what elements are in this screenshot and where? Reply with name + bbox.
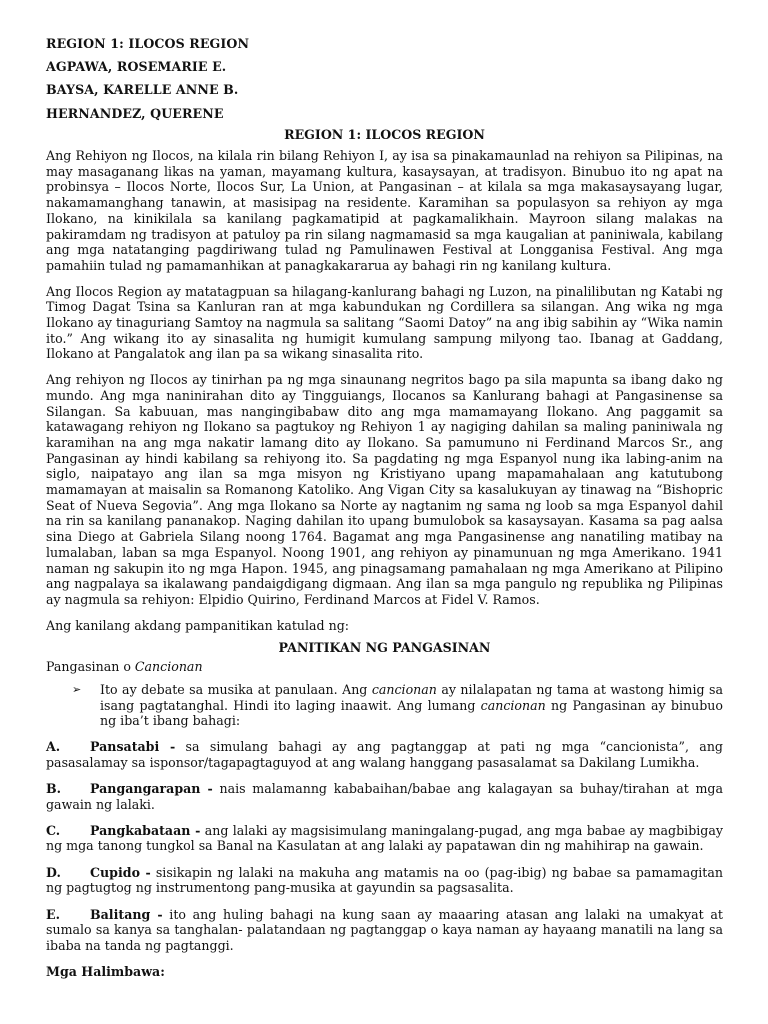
bullet-text-part: ay nilalapatan ng tama at wastong himig sa isang pagtatanghal. Hindi ito laging inaawit. Ang lumang [100,681,723,713]
literature-intro: Ang kanilang akdang pampanitikan katulad ng: [46,617,350,633]
part-text: nais malamanng kababaihan/babae ang kalagayan sa buhay/tirahan at mga gawain ng lalaki. [46,780,723,812]
arrow-bullet-icon: ➢ [72,682,82,696]
document-title: REGION 1: ILOCOS REGION [284,127,485,143]
part-a [46,739,723,770]
part-letter: C. [46,822,61,838]
part-d [46,865,723,896]
author-name: AGPAWA, ROSEMARIE E. [46,59,227,75]
header-region: REGION 1: ILOCOS REGION [46,36,250,51]
part-term: Balitang - [90,906,163,922]
part-text: ito ang huling bahagi na kung saan ay maaaring atasan ang lalaki na umakyat at sumalo sa kanya sa tanghalan- palatandaan ng pagtanggap o kaya naman ay hayaang manatili na lang sa ibaba na tanda ng pagtanggi. [46,906,723,953]
part-term: Pangkabataan - [90,822,201,838]
part-term: Pansatabi - [90,738,176,754]
part-letter: E. [46,906,60,922]
document-page [46,36,723,980]
bullet-text-part: ng Pangasinan ay binubuo ng iba’t ibang bahagi: [100,697,723,729]
bullet-italic: cancionan [480,697,546,713]
bullet-text [100,682,723,729]
bullet-italic: cancionan [371,681,437,697]
location-paragraph: Ang Ilocos Region ay matatagpuan sa hilagang-kanlurang bahagi ng Luzon, na pinalilibutan ng Katabi ng Timog Dagat Tsina sa Kanluran ran at mga kabundukan ng Cordillera sa silangan. Ang wika ng mga Ilokano ay tinaguriang Samtoy na nagmula sa salitang “Saomi Datoy” na ang ibig sabihin ay “Wika namin ito.” Ang wikang ito ay sinasalita ng humigit kumulang sampung milyong tao. Ibanag at Gaddang, Ilokano at Pangalatok ang ilan pa sa wikang sinasalita rito. [46,283,723,362]
subhead [46,659,723,675]
subhead-italic: Cancionan [134,659,203,675]
section-title: PANITIKAN NG PANGASINAN [278,640,491,656]
author-name: HERNANDEZ, QUERENE [46,105,224,121]
part-letter: B. [46,780,62,796]
bullet-item [46,682,723,729]
subhead-prefix: Pangasinan o [46,659,135,675]
part-text: sa simulang bahagi ay ang pagtanggap at pati ng mga “cancionista”, ang pasasalamay sa isponsor/tagapagtaguyod at ang walang hanggang pasasalamat sa Dakilang Lumikha. [46,738,723,770]
part-text: sisikapin ng lalaki na makuha ang matamis na oo (pag-ibig) ng babae sa pamamagitan ng pagtugtog ng instrumentong pang-musika at gayundin sa pagsasalita. [46,864,723,896]
bullet-text-part: Ito ay debate sa musika at panulaan. Ang [100,681,372,697]
part-letter: A. [46,738,61,754]
part-term: Cupido - [90,864,151,880]
intro-paragraph: Ang Rehiyon ng Ilocos, na kilala rin bilang Rehiyon I, ay isa sa pinakamaunlad na rehiyon sa Pilipinas, na may masaganang likas na yaman, mayamang kultura, kasaysayan, at tradisyon. Binubuo ito ng apat na probinsya – Ilocos Norte, Ilocos Sur, La Union, at Pangasinan – at kilala sa mga makasaysayang lugar, nakamamanghang tanawin, at masisipag na residente. Karamihan sa populasyon sa rehiyon ay mga Ilokano, na kinikilala sa kanilang pagkamatipid at pagkamalikhain. Mayroon silang malakas na pakiramdam ng tradisyon at patuloy pa rin silang nagmamasid sa mga kaugalian at paniniwala, kabilang ang mga natatanging pagdiriwang tulad ng Pamulinawen Festival at Longganisa Festival. Ang mga pamahiin tulad ng pamamanhikan at panagkakararua ay bahagi rin ng kanilang kultura. [46,148,723,273]
history-paragraph: Ang rehiyon ng Ilocos ay tinirhan pa ng mga sinaunang negritos bago pa sila mapunta sa ibang dako ng mundo. Ang mga naninirahan dito ay Tingguiangs, Ilocanos sa Kanlurang bahagi at Pangasinense sa Silangan. Sa kabuuan, mas nangingibabaw dito ang mga mamamayang Ilokano. Ang paggamit sa katawagang rehiyon ng Ilokano sa pagtukoy ng Rehiyon 1 ay nagiging dahilan sa maling paniniwala ng karamihan na ang mga nakatir lamang dito ay Ilokano. Sa pamumuno ni Ferdinand Marcos Sr., ang Pangasinan ay hindi kabilang sa rehiyong ito. Sa pagdating ng mga Espanyol nung ika labing-anim na siglo, naipatayo ang ilan sa mga misyon ng Kristiyano upang mapamahalaan ang katutubong mamamayan at maisalin sa Romanong Katoliko. Ang Vigan City sa kasalukuyan ay tinawag na “Bishopric Seat of Nueva Segovia”. Ang mga Ilokano sa Norte ay nagtanim ng sama ng loob sa mga Espanyol dahil na rin sa kanilang pananakop. Naging dahilan ito upang bumulobok sa kasaysayan. Kasama sa pag aalsa sina Diego at Gabriela Silang noong 1764. Bagamat ang mga Pangasinense ang nanatiling matibay na lumalaban, laban sa mga Espanyol. Noong 1901, ang rehiyon ay pinamunuan ng mga Amerikano. 1941 naman ng sakupin ito ng mga Hapon. 1945, ang pinagsamang pamahalaan ng mga Amerikano at Pilipino ang nagpalaya sa ikalawang pandaigdigang digmaan. Ang ilan sa mga pangulo ng republika ng Pilipinas ay nagmula sa rehiyon: Elpidio Quirino, Ferdinand Marcos at Fidel V. Ramos. [46,372,723,607]
part-b [46,781,723,812]
part-text: ang lalaki ay magsisimulang maningalang-pugad, ang mga babae ay magbibigay ng mga tanong tungkol sa Banal na Kasulatan at ang lalaki ay papatawan din ng mahihirap na gawain. [46,822,723,854]
part-term: Pangangarapan - [90,780,213,796]
part-c [46,823,723,854]
part-e [46,907,723,954]
part-letter: D. [46,864,61,880]
examples-heading: Mga Halimbawa: [46,964,165,980]
author-name: BAYSA, KARELLE ANNE B. [46,82,239,98]
